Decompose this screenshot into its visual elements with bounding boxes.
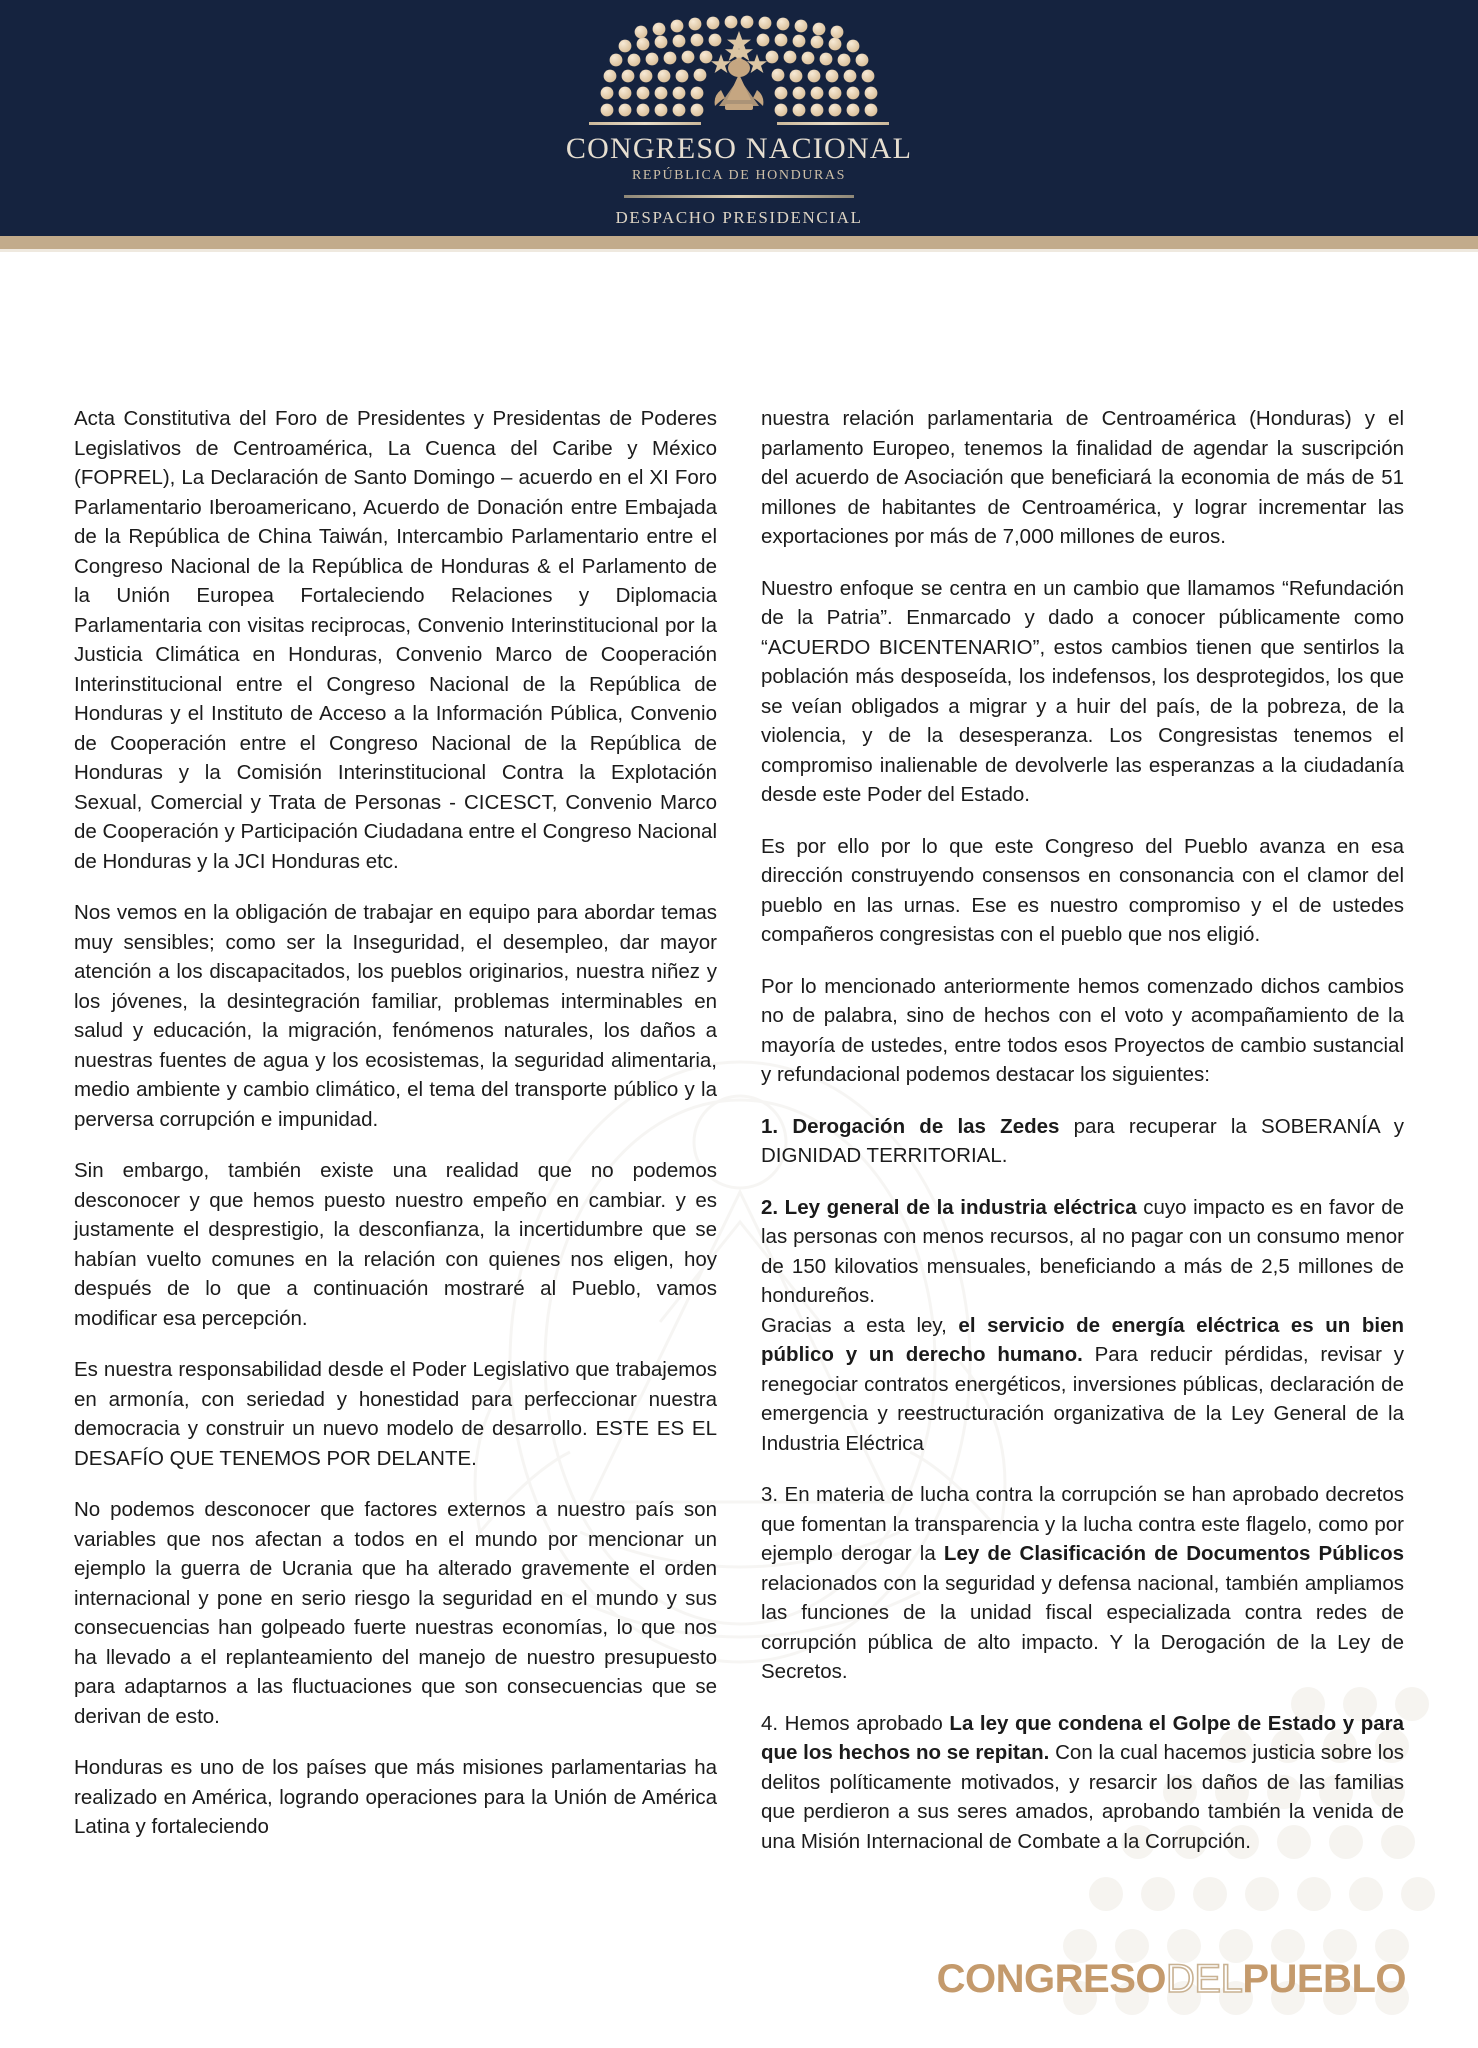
bold-text: La ley que condena el Golpe de Estado y para que los hechos no se repitan.	[761, 1711, 1404, 1764]
logo-del: DEL	[1166, 1957, 1243, 2001]
paragraph: Nos vemos en la obligación de trabajar en equipo para abordar temas muy sensibles; como ser la Inseguridad, el desempleo, dar mayor atención a los discapacitados, los pueblos originarios, nuestra niñez y los jóvenes, la desintegración familiar, problemas interminables en salud y educación, la migración, fenómenos naturales, los daños a nuestras fuentes de agua y los ecosistemas, la seguridad alimentaria, medio ambiente y cambio climático, el tema del transporte público y la perversa corrupción e impunidad.	[74, 901, 717, 1131]
header-divider	[624, 195, 854, 198]
document-header	[0, 0, 1478, 236]
body-text: relacionados con la seguridad y defensa nacional, también ampliamos las funciones de la unidad fiscal especializada contra redes de corrupción pública de alto impacto. Y la Derogación de la Ley de Secretos.	[761, 1571, 1404, 1683]
numbered-item	[761, 1480, 1404, 1687]
body-text: cuyo impacto es en favor de las personas con menos recursos, al no pagar con un consumo menor de 150 kilovatios mensuales, beneficiando a más de 2,5 millones de hondureños.	[761, 1195, 1404, 1307]
bold-text: 1. Derogación de las Zedes	[761, 1114, 1060, 1138]
right-column	[761, 404, 1404, 1856]
paragraph	[761, 832, 1404, 950]
bold-text: Ley de Clasificación de Documentos Públicos	[943, 1542, 1404, 1565]
logo-congreso: CONGRESO	[936, 1957, 1166, 2001]
congress-crest-icon	[589, 14, 889, 132]
body-text: nuestra relación parlamentaria de Centroamérica (Honduras) y el parlamento Europeo, tenemos la finalidad de agendar la suscripción del acuerdo de Asociación que beneficiará la economia de más de 51 millones de habitantes de Centroamérica, y lograr incrementar las exportaciones por más de 7,000 millones de euros.	[761, 407, 1404, 548]
paragraph: Es nuestra responsabilidad desde el Poder Legislativo que trabajemos en armonía, con seriedad y honestidad para perfeccionar nuestra democracia y construir un nuevo modelo de desarrollo. ESTE ES EL DESAFÍO QUE TENEMOS POR DELANTE.	[74, 1358, 717, 1470]
document-body	[0, 252, 1478, 2048]
congreso-del-pueblo-logo	[937, 1957, 1406, 2002]
numbered-item	[761, 1709, 1404, 1857]
text-columns	[74, 404, 1404, 1856]
paragraph	[761, 1311, 1404, 1459]
paragraph	[761, 972, 1404, 1090]
body-text: 4. Hemos aprobado	[761, 1711, 950, 1735]
institution-name: CONGRESO NACIONAL	[565, 132, 913, 165]
paragraph: Acta Constitutiva del Foro de Presidentes y Presidentas de Poderes Legislativos de Centroamérica, La Cuenca del Caribe y México (FOPREL), La Declaración de Santo Domingo – acuerdo en el XI Foro Parlamentario Iberoamericano, Acuerdo de Donación entre Embajada de la República de China Taiwán, Intercambio Parlamentario entre el Congreso Nacional de la República de Honduras & el Parlamento de la Unión Europea Fortaleciendo Relaciones y Diplomacia Parlamentaria con visitas reciprocas, Convenio Interinstitucional por la Justicia Climática en Honduras, Convenio Marco de Cooperación Interinstitucional entre el Congreso Nacional de la República de Honduras y el Instituto de Acceso a la Información Pública, Convenio de Cooperación entre el Congreso Nacional de la República de Honduras y la Comisión Interinstitucional Contra la Explotación Sexual, Comercial y Trata de Personas - CICESCT, Convenio Marco de Cooperación y Participación Ciudadana entre el Congreso Nacional de Honduras y la JCI Honduras etc.	[74, 407, 717, 873]
body-text: Con la cual hacemos justicia sobre los delitos políticamente motivados, y resarcir los daños de las familias que perdieron a sus seres amados, aprobando también la venida de una Misión Internacional de Combate a la Corrupción.	[761, 1741, 1405, 1853]
body-text: Por lo mencionado anteriormente hemos comenzado dichos cambios no de palabra, sino de hechos con el voto y acompañamiento de la mayoría de ustedes, entre todos esos Proyectos de cambio sustancial y refundacional podemos destacar los siguientes:	[761, 974, 1404, 1086]
crest-rule-left	[589, 122, 701, 125]
body-text: para recuperar la SOBERANÍA y DIGNIDAD TERRITORIAL.	[761, 1114, 1405, 1167]
body-text: Nuestro enfoque se centra en un cambio que llamamos “Refundación de la Patria”. Enmarcado y dado a conocer públicamente como “ACUERDO BICENTENARIO”, estos cambios tienen que sentirlos la población más desposeída, los indefensos, los desprotegidos, los que se veían obligados a migrar y a huir del país, de la pobreza, de la violencia, y de la desesperanza. Los Congresistas tenemos el compromiso inalienable de devolverle las esperanzas a la ciudadanía desde este Poder del Estado.	[761, 576, 1404, 806]
body-text: 3. En materia de lucha contra la corrupción se han aprobado decretos que fomentan la transparencia y la lucha contra este flagelo, como por ejemplo derogar la	[761, 1483, 1404, 1565]
paragraph: No podemos desconocer que factores externos a nuestro país son variables que nos afectan a todos en el mundo por mencionar un ejemplo la guerra de Ucrania que ha alterado gravemente el orden internacional y pone en serio riesgo la seguridad en el mundo y sus consecuencias han golpeado fuerte nuestras economías, lo que nos ha llevado a el replanteamiento del manejo de nuestro presupuesto para adaptarnos a las fluctuaciones que son consecuencias que se derivan de esto.	[74, 1498, 717, 1728]
paragraph	[761, 574, 1404, 810]
crest-rules	[589, 118, 889, 128]
paragraph: Sin embargo, también existe una realidad que no podemos desconocer y que hemos puesto nuestro empeño en cambiar. y es justamente el desprestigio, la desconfianza, la incertidumbre que se habían vuelto comunes en la relación con quienes nos eligen, hoy después de lo que a continuación mostraré al Pueblo, vamos modificar esa percepción.	[74, 1159, 717, 1330]
crest-rule-right	[777, 122, 889, 125]
numbered-item	[761, 1193, 1404, 1311]
bold-text: el servicio de energía eléctrica es un bien público y un derecho humano.	[761, 1313, 1404, 1366]
paragraph: Honduras es uno de los países que más misiones parlamentarias ha realizado en América, logrando operaciones para la Unión de América Latina y fortaleciendo	[74, 1756, 717, 1838]
logo-pueblo: PUEBLO	[1242, 1957, 1406, 2001]
header-inner	[509, 0, 969, 236]
body-text: Para reducir pérdidas, revisar y renegociar contratos energéticos, inversiones públicas, declaración de emergencia y reestructuración organizativa de la Ley General de la Industria Eléctrica	[761, 1343, 1404, 1455]
department-title: DESPACHO PRESIDENCIAL	[615, 208, 863, 227]
paragraph	[761, 404, 1404, 552]
body-text: Gracias a esta ley,	[761, 1313, 959, 1337]
left-column	[74, 404, 717, 1856]
institution-subtitle: REPÚBLICA DE HONDURAS	[631, 168, 847, 183]
numbered-item	[761, 1112, 1404, 1171]
gold-accent-bar	[0, 236, 1478, 249]
bold-text: 2. Ley general de la industria eléctrica	[761, 1195, 1137, 1219]
body-text: Es por ello por lo que este Congreso del Pueblo avanza en esa dirección construyendo consensos en consonancia con el clamor del pueblo en las urnas. Ese es nuestro compromiso y el de ustedes compañeros congresistas con el pueblo que nos eligió.	[761, 834, 1404, 946]
